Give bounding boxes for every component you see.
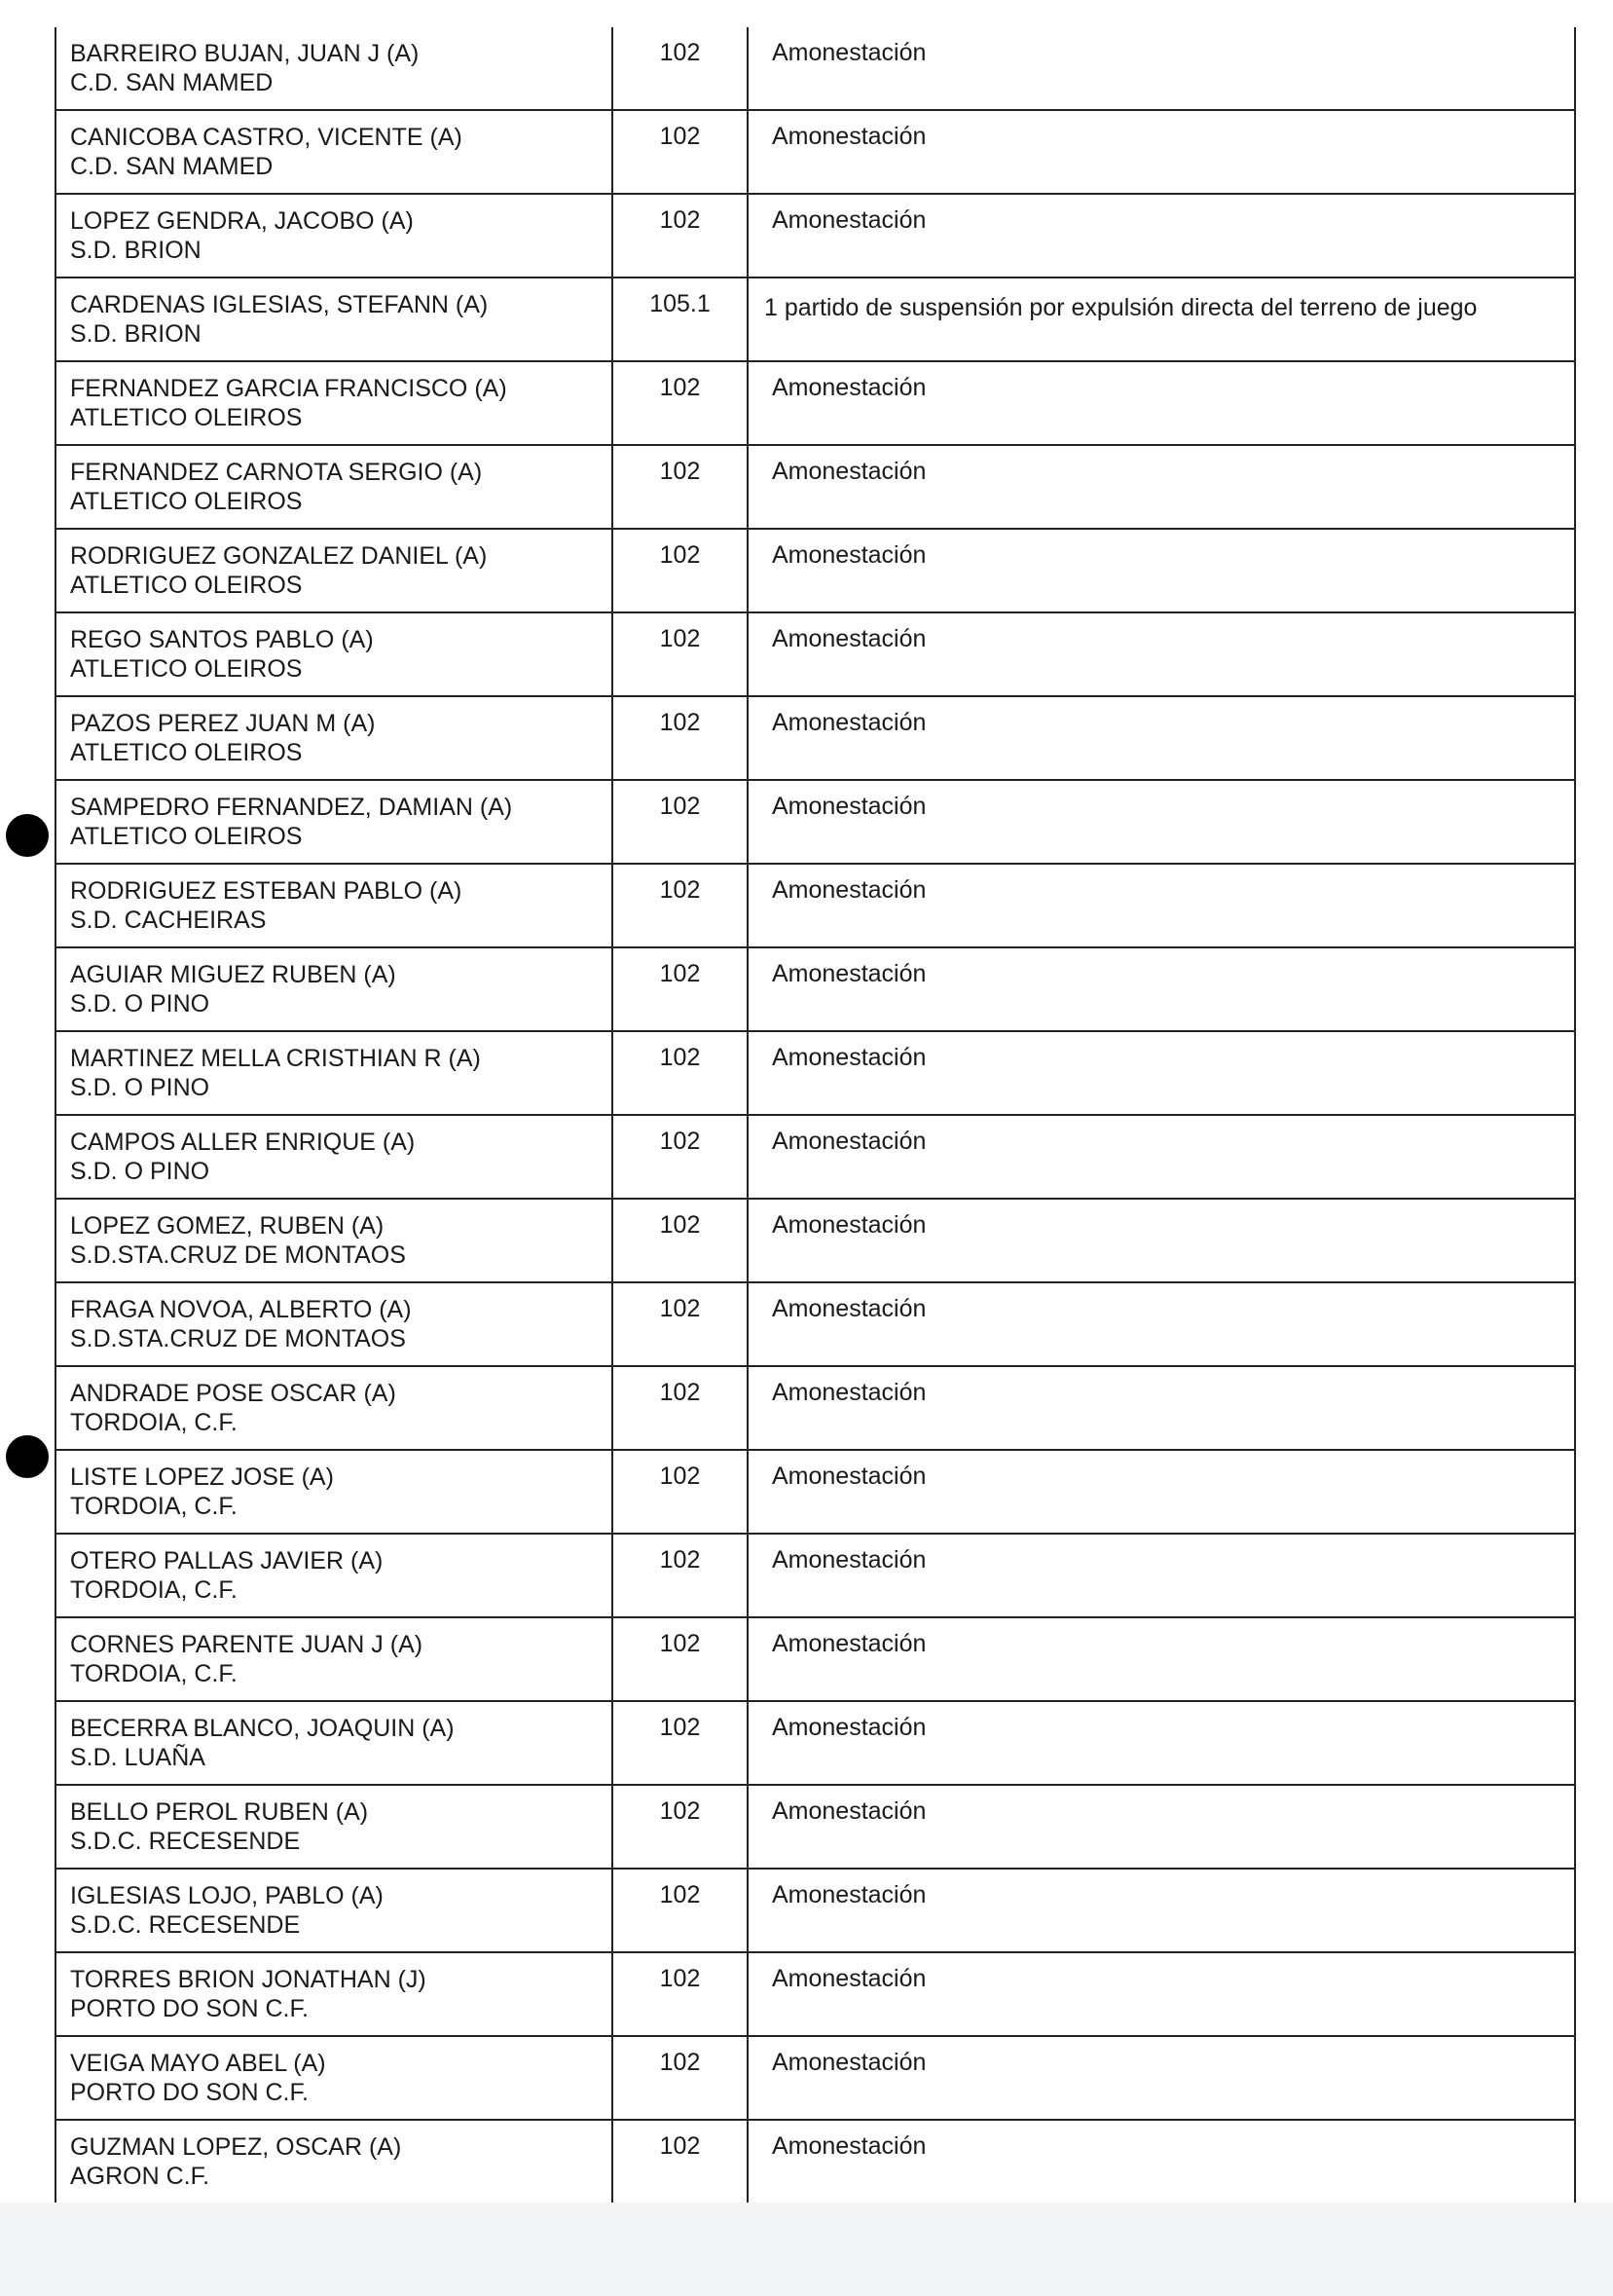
sanction-cell: Amonestación <box>772 1463 927 1490</box>
sanction-cell: Amonestación <box>772 1295 927 1322</box>
sanction-cell: Amonestación <box>772 1044 927 1071</box>
player-name: SAMPEDRO FERNANDEZ, DAMIAN (A) <box>70 794 513 821</box>
page-bottom-margin <box>0 2203 1613 2296</box>
player-name: ANDRADE POSE OSCAR (A) <box>70 1380 396 1407</box>
player-name: REGO SANTOS PABLO (A) <box>70 626 374 653</box>
table-row <box>56 1200 1574 1283</box>
club-name: S.D.STA.CRUZ DE MONTAOS <box>70 1325 406 1352</box>
sanction-cell: Amonestación <box>772 2132 927 2160</box>
club-name: S.D.C. RECESENDE <box>70 1828 301 1855</box>
sanctions-table <box>55 27 1576 2204</box>
table-row <box>56 195 1574 278</box>
article-cell: 102 <box>613 1535 749 1616</box>
article-cell: 102 <box>613 1116 749 1198</box>
table-row <box>56 1367 1574 1451</box>
club-name: ATLETICO OLEIROS <box>70 739 303 766</box>
player-cell <box>56 1200 613 1281</box>
player-cell <box>56 362 613 444</box>
player-name: CARDENAS IGLESIAS, STEFANN (A) <box>70 291 489 318</box>
table-row <box>56 1116 1574 1200</box>
player-name: BECERRA BLANCO, JOAQUIN (A) <box>70 1715 455 1742</box>
club-name: S.D.C. RECESENDE <box>70 1911 301 1939</box>
article-cell: 102 <box>613 27 749 109</box>
article-cell: 102 <box>613 1451 749 1533</box>
article-cell: 102 <box>613 781 749 863</box>
player-cell <box>56 1116 613 1198</box>
table-row <box>56 2121 1574 2204</box>
sanction-cell: Amonestación <box>772 1546 927 1574</box>
club-name: TORDOIA, C.F. <box>70 1409 238 1436</box>
player-name: LISTE LOPEZ JOSE (A) <box>70 1463 334 1491</box>
sanction-cell: Amonestación <box>772 2049 927 2076</box>
club-name: S.D. O PINO <box>70 990 210 1018</box>
sanction-cell: Amonestación <box>772 1714 927 1741</box>
player-cell <box>56 1618 613 1700</box>
club-name: TORDOIA, C.F. <box>70 1493 238 1520</box>
sanction-cell: Amonestación <box>772 709 927 736</box>
sanction-cell: Amonestación <box>772 793 927 820</box>
table-row <box>56 27 1574 111</box>
table-row <box>56 1870 1574 1953</box>
article-cell: 102 <box>613 2121 749 2203</box>
club-name: TORDOIA, C.F. <box>70 1576 238 1604</box>
player-cell <box>56 948 613 1030</box>
player-name: GUZMAN LOPEZ, OSCAR (A) <box>70 2133 402 2161</box>
club-name: ATLETICO OLEIROS <box>70 572 303 599</box>
sanction-cell: Amonestación <box>772 1211 927 1239</box>
sanction-cell: Amonestación <box>772 1630 927 1657</box>
sanction-cell: Amonestación <box>772 206 927 234</box>
player-name: PAZOS PEREZ JUAN M (A) <box>70 710 376 737</box>
table-row <box>56 1535 1574 1618</box>
table-row <box>56 613 1574 697</box>
table-row <box>56 1451 1574 1535</box>
player-cell <box>56 530 613 611</box>
player-cell <box>56 1032 613 1114</box>
player-name: BARREIRO BUJAN, JUAN J (A) <box>70 40 420 67</box>
table-row <box>56 1618 1574 1702</box>
table-row <box>56 446 1574 530</box>
club-name: S.D. O PINO <box>70 1158 210 1185</box>
table-row <box>56 278 1574 362</box>
player-name: CAMPOS ALLER ENRIQUE (A) <box>70 1129 416 1156</box>
sanction-cell: Amonestación <box>772 123 927 150</box>
club-name: PORTO DO SON C.F. <box>70 1995 309 2022</box>
sanction-cell: Amonestación <box>772 39 927 66</box>
article-cell: 102 <box>613 530 749 611</box>
article-cell: 102 <box>613 1200 749 1281</box>
club-name: C.D. SAN MAMED <box>70 69 274 96</box>
player-cell <box>56 195 613 277</box>
article-cell: 105.1 <box>613 278 749 360</box>
sanction-cell: Amonestación <box>772 625 927 652</box>
table-row <box>56 1702 1574 1786</box>
club-name: S.D. LUAÑA <box>70 1744 205 1771</box>
sanction-cell: Amonestación <box>772 960 927 987</box>
player-cell <box>56 1367 613 1449</box>
article-cell: 102 <box>613 697 749 779</box>
punch-hole-mark <box>6 1435 49 1478</box>
sanction-cell: Amonestación <box>772 1379 927 1406</box>
table-row <box>56 2037 1574 2121</box>
article-cell: 102 <box>613 613 749 695</box>
club-name: ATLETICO OLEIROS <box>70 488 303 515</box>
club-name: S.D. CACHEIRAS <box>70 907 267 934</box>
player-cell <box>56 278 613 360</box>
article-cell: 102 <box>613 865 749 946</box>
article-cell: 102 <box>613 1702 749 1784</box>
player-name: RODRIGUEZ ESTEBAN PABLO (A) <box>70 877 462 905</box>
table-row <box>56 1283 1574 1367</box>
sanction-cell: 1 partido de suspensión por expulsión directa del terreno de juego <box>764 294 1478 321</box>
player-name: BELLO PEROL RUBEN (A) <box>70 1798 369 1826</box>
table-row <box>56 111 1574 195</box>
player-cell <box>56 1702 613 1784</box>
table-row <box>56 697 1574 781</box>
player-name: AGUIAR MIGUEZ RUBEN (A) <box>70 961 396 988</box>
sanction-cell: Amonestación <box>772 458 927 485</box>
player-cell <box>56 1535 613 1616</box>
table-row <box>56 1953 1574 2037</box>
club-name: S.D. BRION <box>70 320 202 348</box>
player-name: FRAGA NOVOA, ALBERTO (A) <box>70 1296 412 1323</box>
article-cell: 102 <box>613 1032 749 1114</box>
table-row <box>56 781 1574 865</box>
player-name: LOPEZ GENDRA, JACOBO (A) <box>70 207 414 235</box>
table-row <box>56 1032 1574 1116</box>
article-cell: 102 <box>613 1367 749 1449</box>
player-name: MARTINEZ MELLA CRISTHIAN R (A) <box>70 1045 481 1072</box>
article-cell: 102 <box>613 1283 749 1365</box>
article-cell: 102 <box>613 195 749 277</box>
article-cell: 102 <box>613 111 749 193</box>
sanction-cell: Amonestación <box>772 1128 927 1155</box>
article-cell: 102 <box>613 948 749 1030</box>
player-name: VEIGA MAYO ABEL (A) <box>70 2050 326 2077</box>
player-name: LOPEZ GOMEZ, RUBEN (A) <box>70 1212 385 1240</box>
player-cell <box>56 697 613 779</box>
player-name: CANICOBA CASTRO, VICENTE (A) <box>70 124 462 151</box>
table-row <box>56 865 1574 948</box>
club-name: ATLETICO OLEIROS <box>70 823 303 850</box>
player-cell <box>56 2037 613 2119</box>
club-name: PORTO DO SON C.F. <box>70 2079 309 2106</box>
player-name: FERNANDEZ CARNOTA SERGIO (A) <box>70 459 483 486</box>
table-row <box>56 948 1574 1032</box>
table-row <box>56 362 1574 446</box>
player-cell <box>56 781 613 863</box>
player-cell <box>56 2121 613 2203</box>
player-cell <box>56 446 613 528</box>
player-cell <box>56 1786 613 1868</box>
club-name: C.D. SAN MAMED <box>70 153 274 180</box>
article-cell: 102 <box>613 1786 749 1868</box>
sanction-cell: Amonestación <box>772 1965 927 1992</box>
table-row <box>56 1786 1574 1870</box>
club-name: ATLETICO OLEIROS <box>70 655 303 683</box>
sanction-cell: Amonestación <box>772 1797 927 1825</box>
article-cell: 102 <box>613 362 749 444</box>
player-name: OTERO PALLAS JAVIER (A) <box>70 1547 384 1574</box>
player-name: RODRIGUEZ GONZALEZ DANIEL (A) <box>70 542 488 570</box>
article-cell: 102 <box>613 1953 749 2035</box>
club-name: TORDOIA, C.F. <box>70 1660 238 1687</box>
club-name: S.D. BRION <box>70 237 202 264</box>
sanction-cell: Amonestación <box>772 541 927 569</box>
club-name: S.D. O PINO <box>70 1074 210 1101</box>
player-cell <box>56 111 613 193</box>
article-cell: 102 <box>613 2037 749 2119</box>
article-cell: 102 <box>613 1618 749 1700</box>
player-name: FERNANDEZ GARCIA FRANCISCO (A) <box>70 375 507 402</box>
table-row <box>56 530 1574 613</box>
player-cell <box>56 1451 613 1533</box>
club-name: S.D.STA.CRUZ DE MONTAOS <box>70 1241 406 1269</box>
player-cell <box>56 1953 613 2035</box>
sanction-cell: Amonestación <box>772 876 927 904</box>
player-name: TORRES BRION JONATHAN (J) <box>70 1966 426 1993</box>
article-cell: 102 <box>613 1870 749 1951</box>
player-name: IGLESIAS LOJO, PABLO (A) <box>70 1882 384 1909</box>
club-name: AGRON C.F. <box>70 2163 210 2190</box>
player-cell <box>56 27 613 109</box>
player-cell <box>56 1283 613 1365</box>
player-cell <box>56 613 613 695</box>
club-name: ATLETICO OLEIROS <box>70 404 303 431</box>
sanction-cell: Amonestación <box>772 374 927 401</box>
article-cell: 102 <box>613 446 749 528</box>
player-cell <box>56 1870 613 1951</box>
sanction-cell: Amonestación <box>772 1881 927 1908</box>
player-cell <box>56 865 613 946</box>
punch-hole-mark <box>6 814 49 857</box>
player-name: CORNES PARENTE JUAN J (A) <box>70 1631 423 1658</box>
